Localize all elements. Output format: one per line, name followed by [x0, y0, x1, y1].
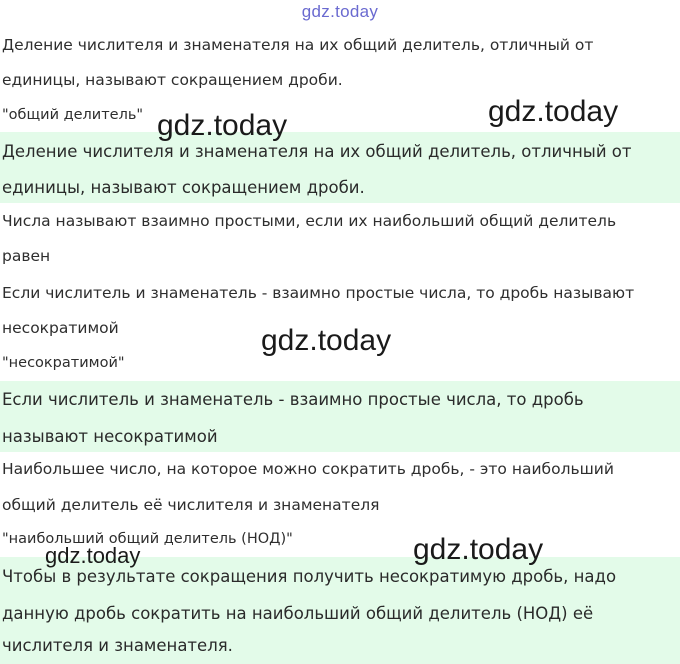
answer-line: единицы, называют сокращением дроби.	[2, 178, 365, 197]
watermark-top: gdz.today	[301, 2, 379, 21]
text-line: несократимой	[2, 319, 119, 337]
answer-line: Чтобы в результате сокращения получить несократимую дробь, надо	[2, 567, 617, 586]
text-line: Если числитель и знаменатель - взаимно простые числа, то дробь называют	[2, 284, 635, 302]
answer-line: называют несократимой	[2, 427, 218, 446]
text-line: равен	[2, 247, 51, 265]
text-line: Наибольшее число, на которое можно сократить дробь, - это наибольший	[2, 460, 614, 478]
answer-line: Деление числителя и знаменателя на их общий делитель, отличный от	[2, 142, 632, 161]
text-line: Деление числителя и знаменателя на их общий делитель, отличный от	[2, 36, 594, 54]
text-line: "общий делитель"	[2, 107, 144, 123]
text-line: Числа называют взаимно простыми, если их наибольший общий делитель	[2, 212, 617, 230]
text-line: "несократимой"	[2, 355, 125, 371]
text-line: "наибольший общий делитель (НОД)"	[2, 531, 293, 547]
text-line: общий делитель её числителя и знаменателя	[2, 496, 380, 514]
answer-line: числителя и знаменателя.	[2, 636, 233, 655]
answer-line: Если числитель и знаменатель - взаимно простые числа, то дробь	[2, 390, 584, 409]
text-line: единицы, называют сокращением дроби.	[2, 71, 343, 89]
answer-line: данную дробь сократить на наибольший общий делитель (НОД) её	[2, 604, 594, 623]
watermark: gdz.today	[488, 95, 619, 128]
watermark: gdz.today	[413, 533, 544, 566]
watermark: gdz.today	[45, 543, 141, 568]
watermark: gdz.today	[157, 109, 288, 142]
watermark: gdz.today	[261, 324, 392, 357]
